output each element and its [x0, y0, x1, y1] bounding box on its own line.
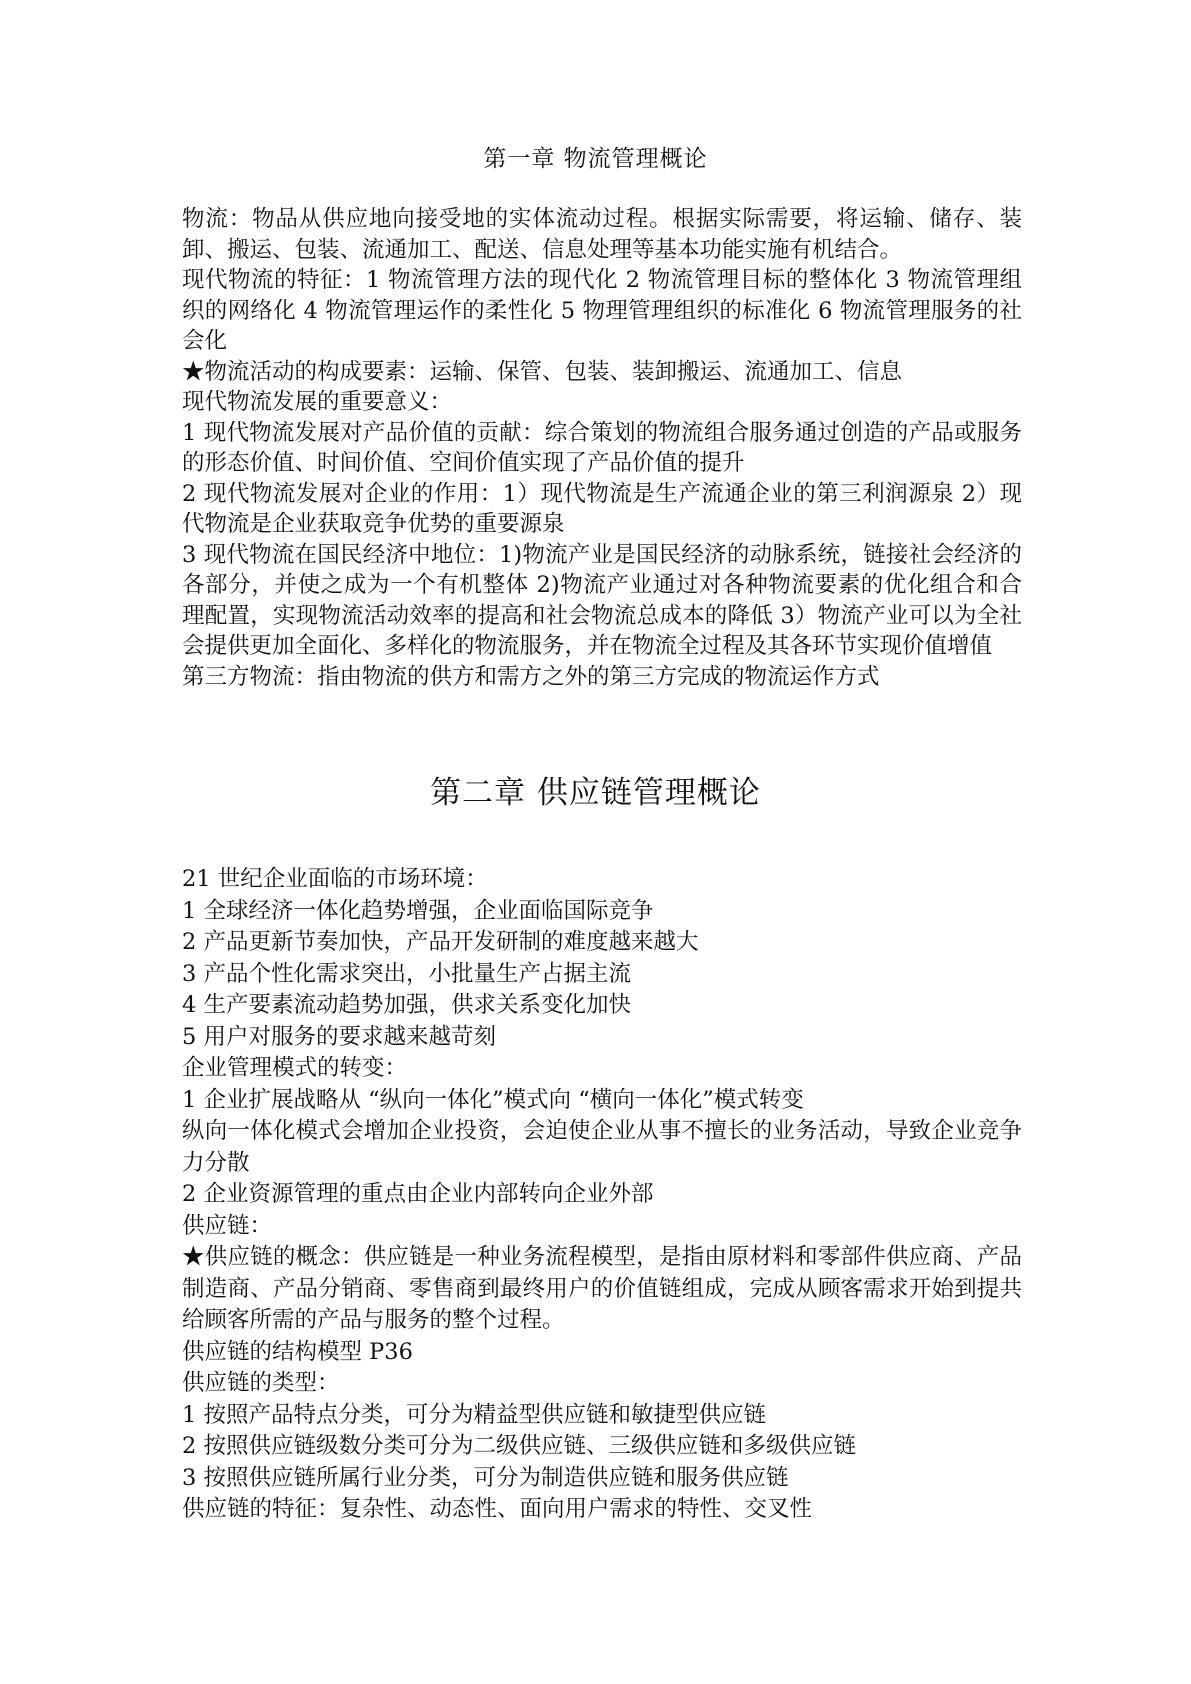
paragraph-supply-chain-concept: ★供应链的概念：供应链是一种业务流程模型，是指由原材料和零部件供应商、产品制造商、产品分销商、零售商到最终用户的价值链组成，完成从顾客需求开始到提共给顾客所需的产品与服务的整个过程。 [182, 1244, 1022, 1333]
paragraph-structure-model: 供应链的结构模型 P36 [182, 1338, 413, 1365]
paragraph-significance-3: 3 现代物流在国民经济中地位：1)物流产业是国民经济的动脉系统，链接社会经济的各部分，并使之成为一个有机整体 2)物流产业通过对各种物流要素的优化组合和合理配置，实现物流活动效率的提高和社会物流总成本的降低 3）物流产业可以为全社会提供更加全面化、多样化的物流服务，并在物流全过程及其各环节实现价值增值 [182, 541, 1022, 659]
paragraph-significance-heading: 现代物流发展的重要意义： [182, 389, 453, 415]
chapter-1-title: 第一章 物流管理概论 [483, 146, 708, 172]
paragraph-modern-logistics-features: 现代物流的特征：1 物流管理方法的现代化 2 物流管理目标的整体化 3 物流管理组织的网络化 4 物流管理运作的柔性化 5 物理管理组织的标准化 6 物流管理服务的社会化 [182, 267, 1022, 354]
list-item: 2 企业资源管理的重点由企业内部转向企业外部 [182, 1181, 654, 1207]
paragraph-management-mode-shift: 企业管理模式的转变： [182, 1055, 408, 1081]
paragraph-vertical-integration: 纵向一体化模式会增加企业投资，会迫使企业从事不擅长的业务活动，导致企业竞争力分散 [182, 1118, 1022, 1176]
chapter-2-body [182, 864, 1022, 1526]
list-item: 1 按照产品特点分类，可分为精益型供应链和敏捷型供应链 [182, 1401, 766, 1428]
list-item: 3 产品个性化需求突出，小批量生产占据主流 [182, 960, 631, 987]
list-item: 1 企业扩展战略从 “纵向一体化”模式向 “横向一体化”模式转变 [182, 1086, 804, 1113]
list-item: 5 用户对服务的要求越来越苛刻 [182, 1023, 496, 1050]
list-item: 3 按照供应链所属行业分类，可分为制造供应链和服务供应链 [182, 1464, 789, 1491]
paragraph-logistics-elements: ★物流活动的构成要素：运输、保管、包装、装卸搬运、流通加工、信息 [182, 358, 903, 385]
paragraph-significance-2: 2 现代物流发展对企业的作用：1）现代物流是生产流通企业的第三利润源泉 2）现代物流是企业获取竞争优势的重要源泉 [182, 480, 1022, 537]
paragraph-third-party-logistics: 第三方物流：指由物流的供方和需方之外的第三方完成的物流运作方式 [182, 663, 880, 690]
chapter-1-body [182, 204, 1022, 692]
paragraph-supply-chain-features: 供应链的特征：复杂性、动态性、面向用户需求的特性、交叉性 [182, 1496, 813, 1522]
list-item: 4 生产要素流动趋势加强，供求关系变化加快 [182, 992, 631, 1018]
paragraph-supply-chain-heading: 供应链： [182, 1212, 273, 1239]
chapter-2-title: 第二章 供应链管理概论 [430, 775, 761, 811]
list-item: 2 产品更新节奏加快，产品开发研制的难度越来越大 [182, 929, 699, 955]
paragraph-supply-chain-types: 供应链的类型： [182, 1370, 340, 1396]
paragraph-logistics-definition: 物流：物品从供应地向接受地的实体流动过程。根据实际需要，将运输、储存、装卸、搬运、包装、流通加工、配送、信息处理等基本功能实施有机结合。 [182, 206, 1022, 263]
list-item: 1 全球经济一体化趋势增强，企业面临国际竞争 [182, 897, 654, 924]
paragraph-significance-1: 1 现代物流发展对产品价值的贡献：综合策划的物流组合服务通过创造的产品或服务的形态价值、时间价值、空间价值实现了产品价值的提升 [182, 419, 1022, 476]
paragraph-market-environment: 21 世纪企业面临的市场环境： [182, 866, 488, 892]
list-item: 2 按照供应链级数分类可分为二级供应链、三级供应链和多级供应链 [182, 1433, 856, 1459]
